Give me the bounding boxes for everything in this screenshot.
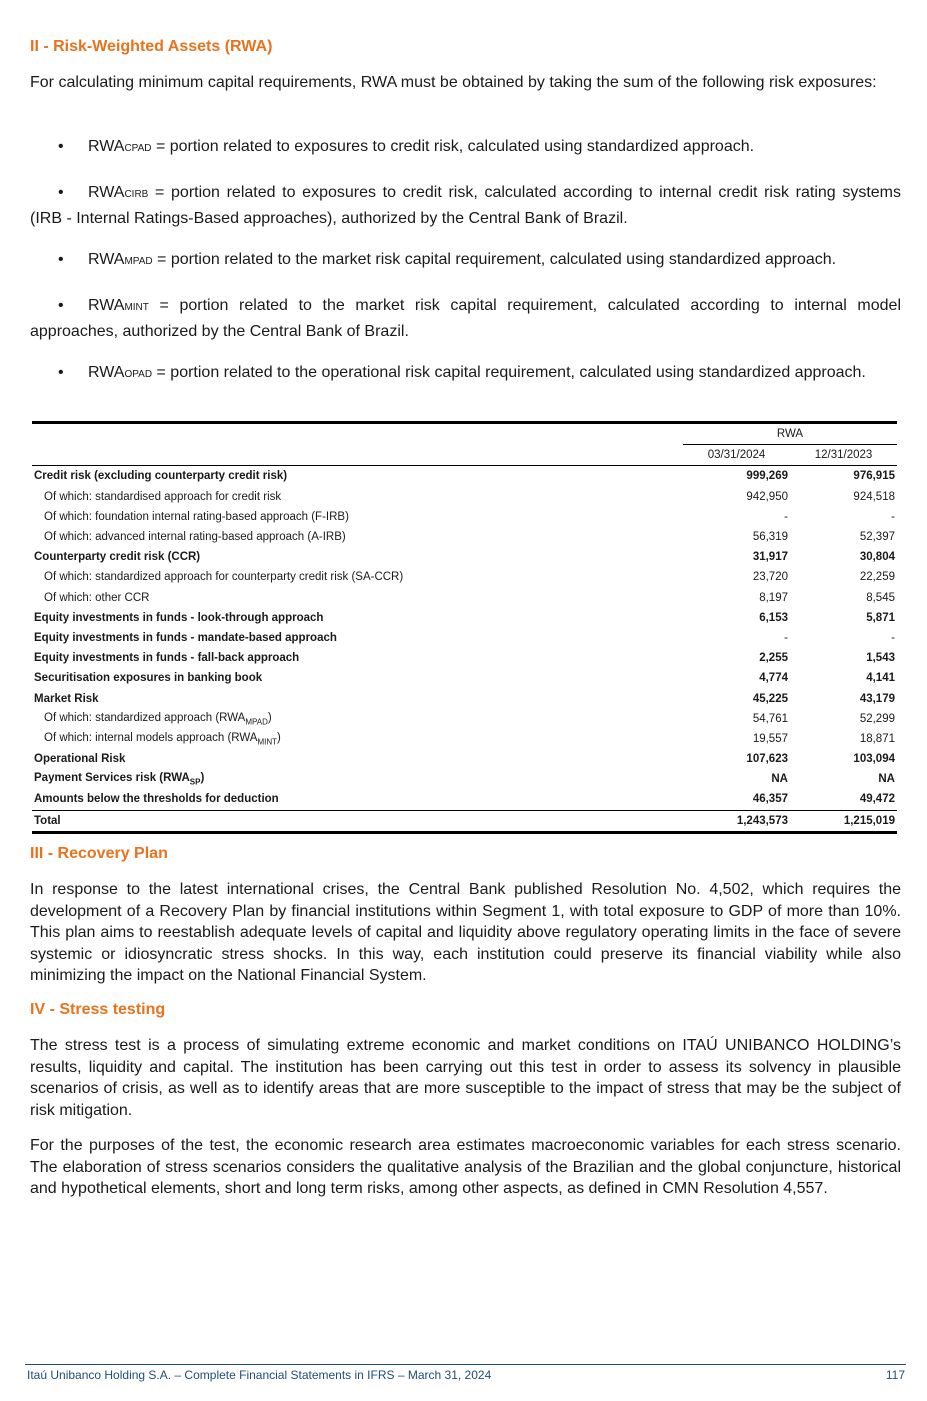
section-heading-recovery-plan: III - Recovery Plan: [30, 845, 168, 862]
section-heading-rwa: II - Risk-Weighted Assets (RWA): [30, 38, 273, 55]
table-row: Of which: advanced internal rating-based approach (A-IRB) 56,319 52,397: [44, 531, 895, 544]
table-row: Credit risk (excluding counterparty credit risk) 999,269 976,915: [34, 470, 895, 483]
table-row: Equity investments in funds - mandate-based approach - -: [34, 631, 895, 644]
table-row: Of which: standardized approach for counterparty credit risk (SA-CCR) 23,720 22,259: [44, 571, 895, 584]
table-row-total: Total 1,243,573 1,215,019: [32, 810, 897, 832]
page-number: 117: [885, 1368, 905, 1382]
rwa-group-header: RWA: [683, 423, 897, 445]
table-row: Of which: internal models approach $(RWA_{MINT})$ 19,557 18,871: [44, 731, 895, 747]
bullet-cirb: • RWACIRB = portion related to exposures to credit risk, calculated according to internal credit risk rating systems (IRB - Internal Ratings-Based approaches), authorized by the Central Bank of Brazil.: [30, 181, 901, 231]
col-header-2023: 12/31/2023: [790, 445, 897, 466]
table-row: Of which: standardised approach for credit risk 942,950 924,518: [44, 490, 895, 503]
bullet-cpad: • RWACPAD = portion related to exposures to credit risk, calculated using standardized approach.: [30, 135, 901, 161]
table-row: Securitisation exposures in banking book 4,774 4,141: [34, 672, 895, 685]
table-row: Of which: foundation internal rating-based approach (F-IRB) - -: [44, 510, 895, 523]
bullet-icon: •: [58, 364, 64, 381]
table-row: Market Risk 45,225 43,179: [34, 692, 895, 705]
table-row: Equity investments in funds - fall-back approach 2,255 1,543: [34, 652, 895, 665]
table-row: Counterparty credit risk (CCR) 31,917 30,804: [34, 551, 895, 564]
footer-title: Itaú Unibanco Holding S.A. – Complete Financial Statements in IFRS – March 31, 2024: [27, 1368, 492, 1382]
bullet-mint: • RWAMINT = portion related to the market risk capital requirement, calculated according to internal model approaches, authorized by the Central Bank of Brazil.: [30, 294, 901, 344]
recovery-plan-text: In response to the latest international crises, the Central Bank published Resolution No. 4,502, which requires the development of a Recovery Plan by financial institutions within Segment 1, with total exposure to GDP of more than 10%. This plan aims to reestablish adequate levels of capital and liquidity above regulatory operating limits in the face of severe systemic or idiosyncratic stress shocks. In this way, each institution could preserve its financial viability while also minimizing the impact on the National Financial System.: [30, 881, 901, 984]
bullet-icon: •: [58, 138, 64, 155]
bullet-icon: •: [58, 184, 64, 201]
table-row: Of which: other CCR 8,197 8,545: [44, 591, 895, 604]
stress-testing-p1: The stress test is a process of simulating extreme economic and market conditions on ITAÚ UNIBANCO HOLDING’s results, liquidity and capital. The institution has been carrying out this test in order to assess its solvency in plausible scenarios of crisis, as well as to identify areas that are more susceptible to the impact of stress that may be the subject of risk mitigation.: [30, 1037, 901, 1119]
footer-divider: [25, 1364, 906, 1365]
section-heading-stress-testing: IV - Stress testing: [30, 1001, 166, 1018]
stress-testing-p2: For the purposes of the test, the economic research area estimates macroeconomic variables for each stress scenario. The elaboration of stress scenarios considers the qualitative analysis of the Brazilian and the global conjuncture, historical and hypothetical elements, short and long term risks, among other aspects, as defined in CMN Resolution 4,557.: [30, 1137, 901, 1197]
bullet-icon: •: [58, 297, 64, 314]
rwa-intro: For calculating minimum capital requirements, RWA must be obtained by taking the sum of the following risk exposures:: [30, 74, 877, 91]
table-row: Equity investments in funds - look-through approach 6,153 5,871: [34, 611, 895, 624]
table-row: Operational Risk 107,623 103,094: [34, 753, 895, 766]
col-header-2024: 03/31/2024: [683, 445, 790, 466]
table-row: Of which: standardized approach $(RWA_{MPAD})$ 54,761 52,299: [44, 711, 895, 726]
table-row: Payment Services risk $(RWA_{SP})$ NA NA: [34, 772, 895, 787]
table-row: Amounts below the thresholds for deduction 46,357 49,472: [34, 793, 895, 806]
bullet-opad: • RWAOPAD = portion related to the operational risk capital requirement, calculated using standardized approach.: [30, 361, 901, 387]
bullet-icon: •: [58, 251, 64, 268]
rwa-table: [32, 421, 897, 834]
bullet-mpad: • RWAMPAD = portion related to the market risk capital requirement, calculated using standardized approach.: [30, 248, 901, 274]
